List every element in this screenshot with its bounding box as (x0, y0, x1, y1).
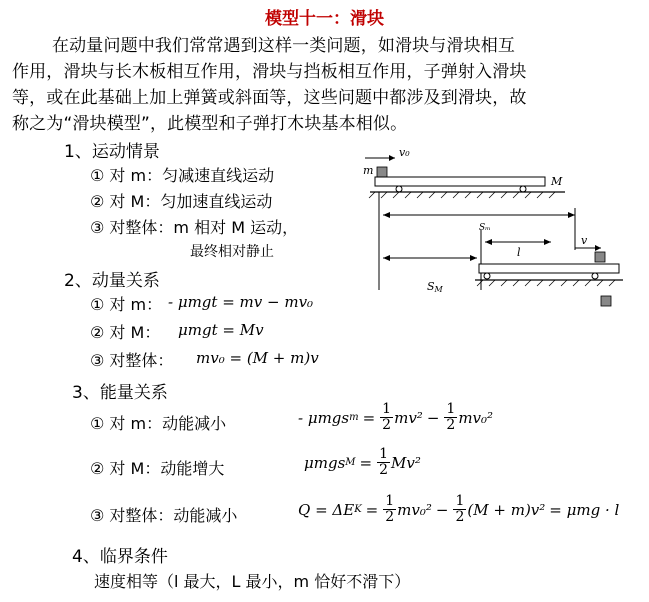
item-M-rhs: Mv² (391, 453, 421, 472)
section2-item-whole-label: ③ 对整体： (90, 351, 174, 370)
wheel-bottom-left (484, 273, 490, 279)
small-block-bottom (595, 252, 605, 262)
section1-item-whole: ③ 对整体：m 相对 M 运动， (90, 218, 299, 237)
item-M-lhs-sub: M (345, 457, 356, 468)
section3-item-M-formula (304, 447, 421, 478)
v-arrowhead (595, 245, 601, 251)
frac-half-2: $\frac{1}{2}$ (446, 401, 456, 433)
section3-item-whole-label: ③ 对整体：动能减小 (90, 506, 238, 525)
page-title: 模型十一：滑块 (265, 9, 384, 29)
section3-item-m-label: ① 对 m：动能减小 (90, 414, 227, 433)
section2-item-m-formula: - μmgt = mv − mv₀ (168, 293, 314, 311)
intro-line-3: 等，或在此基础上加上弹簧或斜面等，这些问题中都涉及到滑块，故 (12, 88, 527, 108)
label-v0: v₀ (399, 146, 410, 159)
intro-line-2: 作用，滑块与长木板相互作用，滑块与挡板相互作用，子弹射入滑块 (12, 62, 527, 82)
sliding-block-diagram (355, 140, 635, 320)
item-M-lhs: μmgs (304, 453, 346, 472)
minus-sign: − (426, 408, 440, 427)
section2-item-M-formula: μmgt = Mv (178, 321, 264, 339)
item-whole-lhs: Q = ΔE (298, 500, 355, 519)
item-whole-lhs-sub: K (354, 504, 362, 515)
label-l: l (517, 246, 521, 259)
section1-heading: 1、运动情景 (64, 142, 160, 162)
section1-item-whole-cont: 最终相对静止 (190, 244, 274, 260)
section3-item-m-formula (298, 402, 493, 433)
label-SM: SM (427, 280, 443, 294)
frac-half-5: $\frac{1}{2}$ (455, 493, 465, 525)
l-arrowhead-left (485, 239, 492, 245)
section3-heading: 3、能量关系 (72, 383, 168, 403)
frac-half-1: $\frac{1}{2}$ (382, 401, 392, 433)
label-Sm: Sₘ (479, 223, 491, 233)
SM-arrowhead-left (383, 255, 390, 261)
l-arrowhead-right (544, 239, 551, 245)
section3-item-whole-formula (298, 494, 619, 525)
ground-hatch-bottom (477, 280, 615, 286)
small-block-top (377, 167, 387, 177)
board-bottom (479, 264, 619, 273)
item-m-lhs: - μmgs (298, 408, 350, 427)
item-m-rhs2: mv₀² (458, 408, 494, 427)
stray-block (601, 296, 611, 306)
section2-item-m-label: ① 对 m： (90, 295, 163, 314)
section1-item-m: ① 对 m：匀减速直线运动 (90, 166, 275, 185)
item-m-rhs1: mv² (394, 408, 423, 427)
frac-half-4: $\frac{1}{2}$ (385, 493, 395, 525)
intro-line-1: 在动量问题中我们常常遇到这样一类问题，如滑块与滑块相互 (52, 36, 516, 56)
section2-heading: 2、动量关系 (64, 271, 160, 291)
label-m-top: m (363, 164, 374, 177)
wheel-top-right (520, 186, 526, 192)
section4-text: 速度相等（l 最大，L 最小，m 恰好不滑下） (94, 572, 411, 591)
label-v: v (581, 234, 588, 247)
item-m-lhs-sub: m (349, 412, 359, 423)
section4-heading: 4、临界条件 (72, 547, 168, 567)
section2-item-whole-formula: mv₀ = (M + m)v (196, 349, 319, 367)
sm-arrowhead-left (383, 212, 390, 218)
wheel-bottom-right (592, 273, 598, 279)
v0-arrowhead (389, 155, 395, 161)
equals-sign: = (359, 453, 373, 472)
item-whole-rhs1: mv₀² (397, 500, 432, 519)
board-top (375, 177, 545, 186)
item-whole-tail: = μmg · l (549, 500, 620, 519)
section1-item-M: ② 对 M：匀加速直线运动 (90, 192, 273, 211)
wheel-top-left (396, 186, 402, 192)
equals-sign: = (362, 408, 376, 427)
minus-sign: − (435, 500, 449, 519)
intro-line-4: 称之为“滑块模型”，此模型和子弹打木块基本相似。 (12, 114, 408, 134)
sm-arrowhead-right (568, 212, 575, 218)
ground-hatch-top (369, 192, 555, 198)
SM-arrowhead-right (470, 255, 477, 261)
section2-item-M-label: ② 对 M： (90, 323, 161, 342)
section3-item-M-label: ② 对 M：动能增大 (90, 459, 225, 478)
equals-sign: = (365, 500, 379, 519)
label-M-top: M (551, 175, 563, 188)
item-whole-rhs2: (M + m)v² (467, 500, 546, 519)
frac-half-3: $\frac{1}{2}$ (379, 446, 389, 478)
